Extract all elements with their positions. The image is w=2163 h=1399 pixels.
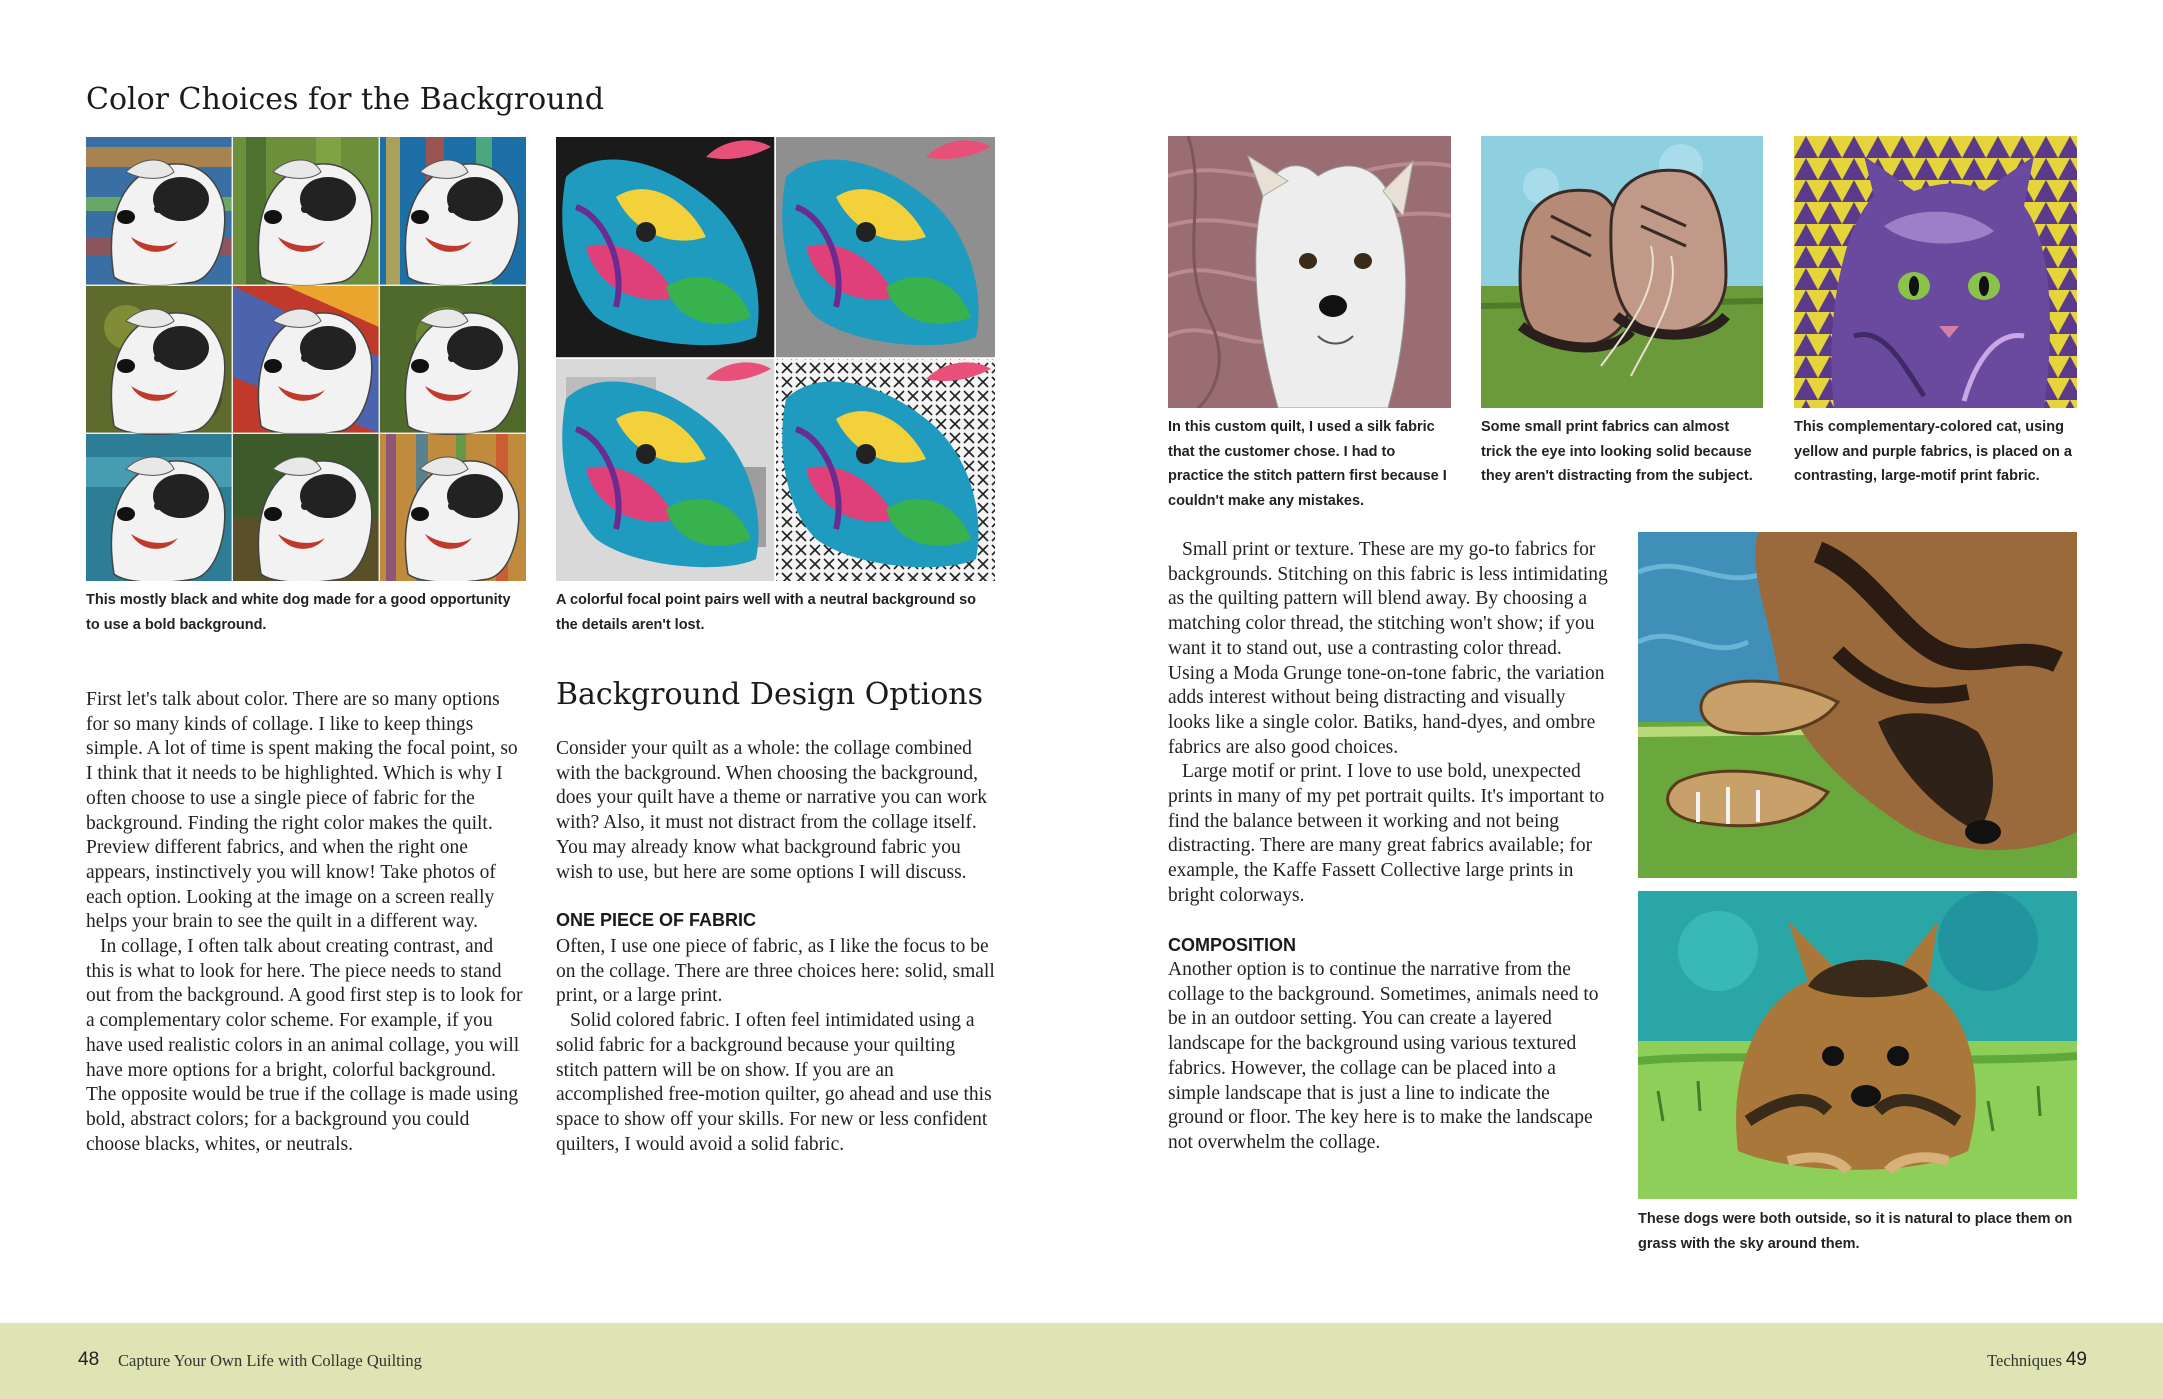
- caption-cow-grid: A colorful focal point pairs well with a neutral background so the details aren't lost.: [556, 592, 977, 633]
- paragraph: First let's talk about color. There are so many options for so many kinds of collage. I like to keep things simple. A lot of time is spent making the focal point, so I think that it needs to be highlighted. Which is why I often choose to use a single piece of fabric for the background. Finding the right color makes the quilt. Preview different fabrics, and when the right one appears, instinctively you will know! Take photos of each option. Looking at the image on a screen really helps your brain to see the quilt in a different way.: [86, 689, 518, 933]
- running-title-left: Capture Your Own Life with Collage Quilting: [118, 1351, 422, 1370]
- caption-boots: Some small print fabrics can almost trick the eye into looking solid because they aren't distracting from the subject.: [1481, 419, 1753, 484]
- one-piece-text: [556, 935, 995, 1157]
- photo-yorkie: [1638, 891, 2077, 1199]
- caption-westie: In this custom quilt, I used a silk fabric that the customer chose. I had to practice the stitch pattern first because I couldn't make any mistakes.: [1168, 419, 1447, 509]
- print-text: [1168, 538, 1608, 909]
- paragraph: Often, I use one piece of fabric, as I like the focus to be on the collage. There are three choices here: solid, small print, or a large print.: [556, 936, 995, 1007]
- photo-dog-grid: [86, 137, 526, 581]
- page-title: Color Choices for the Background: [86, 82, 605, 117]
- paragraph: Small print or texture. These are my go-to fabrics for backgrounds. Stitching on this fabric is less intimidating as the quilting pattern will blend away. By choosing a matching color thread, the stitching won't show; if you want it to stand out, use a contrasting color thread. Using a Moda Grunge tone-on-tone fabric, the variation adds interest without being distracting and visually looks like a single color. Batiks, hand-dyes, and ombre fabrics are also good choices.: [1168, 539, 1608, 758]
- photo-westie-silk: [1168, 136, 1451, 408]
- paragraph: In collage, I often talk about creating contrast, and this is what to look for here. The piece needs to stand out from the background. A good first step is to look for a complementary color scheme. For example, if you have used realistic colors in an animal collage, you will have more options for a bright, colorful background. The opposite would be true if the collage is made using bold, abstract colors; for a background you could choose blacks, whites, or neutrals.: [86, 936, 523, 1155]
- paragraph: Solid colored fabric. I often feel intimidated using a solid fabric for a background because your quilting stitch pattern will be on show. If you are an accomplished free-motion quilter, go ahead and use this space to show off your skills. For new or less confident quilters, I would avoid a solid fabric.: [556, 1010, 992, 1155]
- photo-cat: [1794, 136, 2077, 408]
- section-heading-design-options: Background Design Options: [556, 677, 983, 712]
- paragraph: Large motif or print. I love to use bold, unexpected prints in many of my pet portrait quilts. It's important to find the balance between it working and not being distracting. There are many great fabrics available; for example, the Kaffe Fassett Collective large prints in bright colorways.: [1168, 761, 1605, 906]
- photo-boots: [1481, 136, 1763, 408]
- page-number-left: 48: [78, 1349, 100, 1370]
- caption-cat: This complementary-colored cat, using yellow and purple fabrics, is placed on a contrasting, large-motif print fabric.: [1794, 419, 2072, 484]
- design-intro: Consider your quilt as a whole: the collage combined with the background. When choosing the background, does your quilt have a theme or narrative you can work with? Also, it must not distract from the collage itself. You may already know what background fabric you wish to use, but here are some options I will discuss.: [556, 738, 988, 883]
- footer-band: [0, 1323, 2163, 1399]
- subheading-composition: COMPOSITION: [1168, 935, 1297, 955]
- subheading-one-piece: ONE PIECE OF FABRIC: [556, 910, 757, 930]
- page-number-right: 49: [2065, 1349, 2087, 1370]
- caption-dog-grid: This mostly black and white dog made for a good opportunity to use a bold background.: [86, 592, 511, 633]
- running-title-right: Techniques: [1987, 1351, 2062, 1370]
- photo-shepherd: [1638, 532, 2077, 878]
- color-text: [86, 688, 526, 1157]
- photo-cow-grid: [556, 137, 995, 581]
- composition-text: Another option is to continue the narrative from the collage to the background. Sometimes, animals need to be in an outdoor setting. You can create a layered landscape for the background using various textured fabrics. However, the collage can be placed into a simple landscape that is just a line to indicate the ground or floor. The key here is to make the landscape not overwhelm the collage.: [1168, 959, 1599, 1153]
- caption-outdoor: These dogs were both outside, so it is natural to place them on grass with the sky around them.: [1638, 1211, 2073, 1252]
